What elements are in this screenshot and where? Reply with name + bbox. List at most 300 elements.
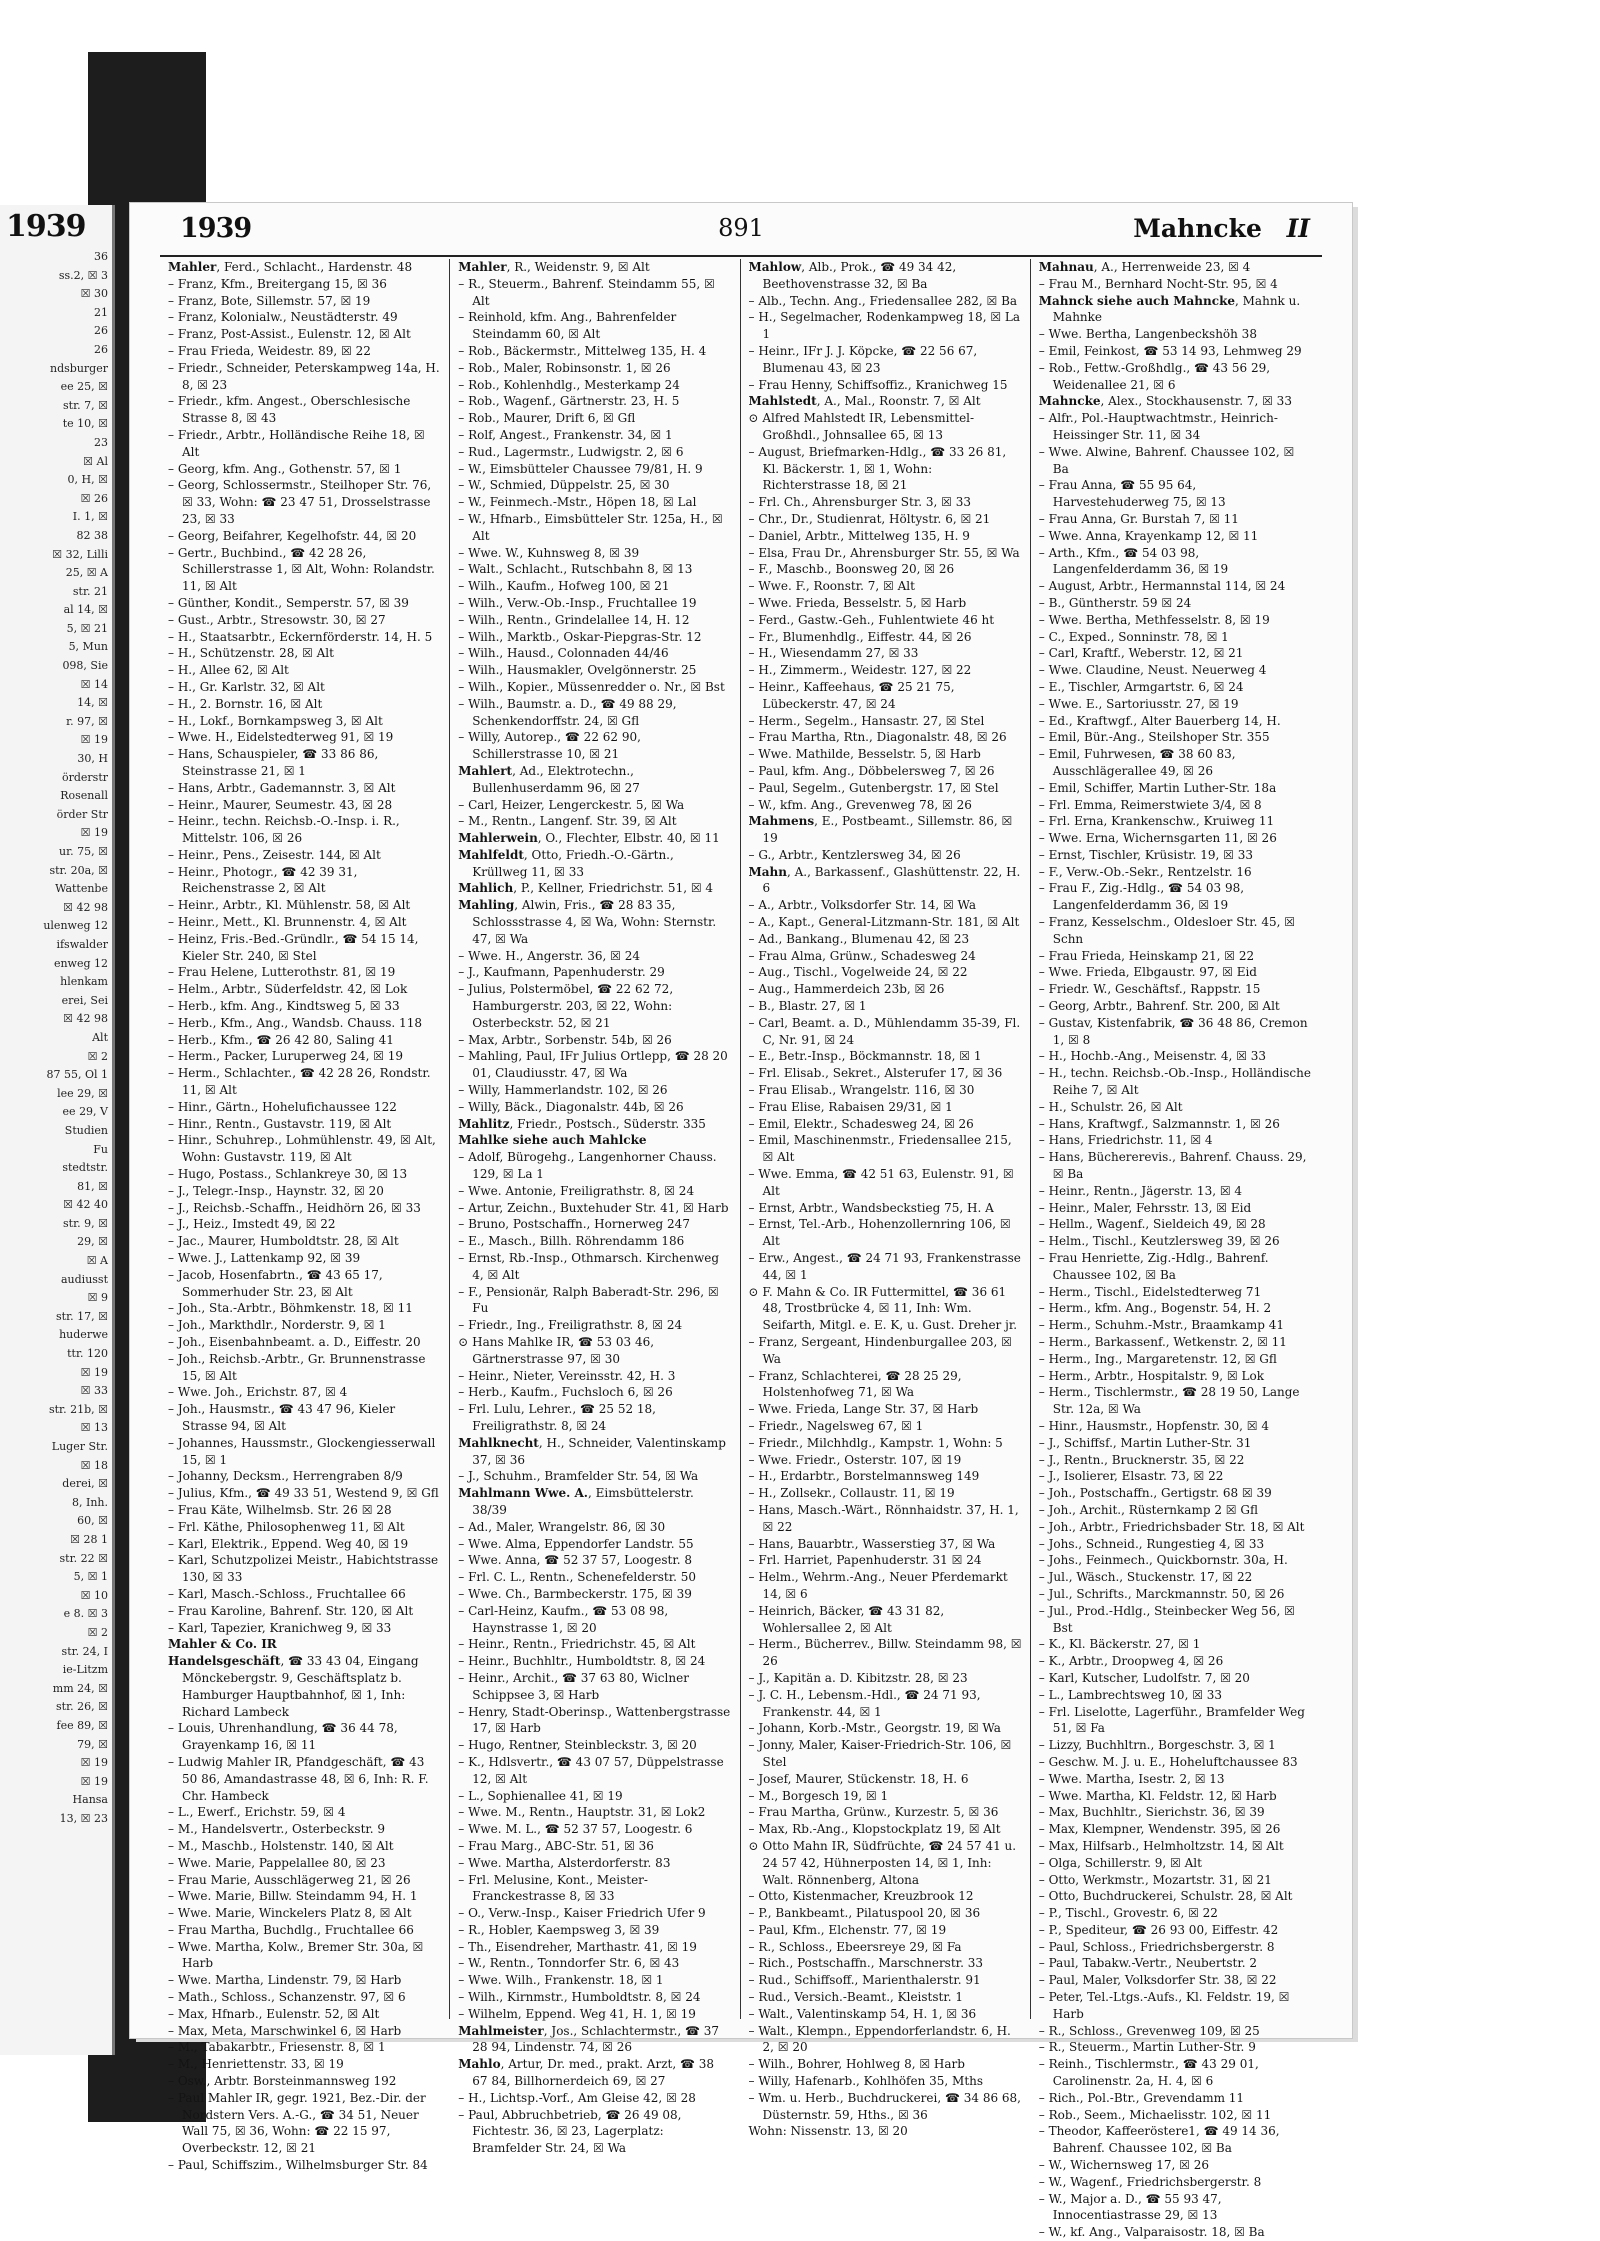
directory-entry: Mahler, R., Weidenstr. 9, ☒ Alt [458, 260, 650, 274]
previous-page-line: ee 29, V [62, 1105, 108, 1119]
directory-entry: – Friedr., Arbtr., Holländische Reihe 18, ☒ Alt [168, 427, 425, 459]
directory-entry: – Herb., kfm. Ang., Kindtsweg 5, ☒ 33 [168, 999, 400, 1014]
directory-entry: – Johs., Schneid., Rungestieg 4, ☒ 33 [1038, 1536, 1265, 1551]
previous-page-line: 79, ☒ [77, 1737, 108, 1751]
directory-entry: Mahmens, E., Postbeamt., Sillemstr. 86, ☒ 19 [748, 814, 1013, 846]
directory-entry: – Wm. u. Herb., Buchdruckerei, ☎ 34 86 68, Düsternstr. 59, Hths., ☒ 36 [748, 2090, 1021, 2122]
directory-entry: – Wwe. M., Rentn., Hauptstr. 31, ☒ Lok2 [458, 1805, 706, 1820]
directory-entry: – Heinz, Fris.-Bed.-Gründlr., ☎ 54 15 14, Kieler Str. 240, ☒ Stel [168, 931, 419, 963]
directory-entry: – Wwe. Alma, Eppendorfer Landstr. 55 [458, 1536, 694, 1551]
page-number: 891 [718, 214, 764, 242]
directory-entry: – Fr., Blumenhdlg., Eiffestr. 44, ☒ 26 [748, 629, 972, 644]
directory-entry: – Frl. Lulu, Lehrer., ☎ 25 52 18, Freiligrathstr. 8, ☒ 24 [458, 1402, 656, 1433]
previous-page-line: 5, ☒ 1 [73, 1570, 108, 1584]
directory-entry: Mahlstedt, A., Mal., Roonstr. 7, ☒ Alt [748, 394, 981, 409]
directory-entry: – Wwe. Marie, Winckelers Platz 8, ☒ Alt [168, 1906, 412, 1921]
directory-entry: – K., Arbtr., Droopweg 4, ☒ 26 [1038, 1654, 1224, 1669]
previous-page-line: 82 38 [76, 528, 108, 542]
directory-entry: – Hans, Büchererevis., Bahrenf. Chauss. 29, ☒ Ba [1038, 1150, 1307, 1182]
directory-entry: – H., Lokf., Bornkampsweg 3, ☒ Alt [168, 713, 383, 728]
directory-entry: Mahlknecht, H., Schneider, Valentinskamp 37, ☒ 36 [458, 1435, 726, 1467]
directory-entry: – Georg, Beifahrer, Kegelhofstr. 44, ☒ 20 [168, 528, 417, 543]
directory-entry: – Jul., Prod.-Hdlg., Steinbecker Weg 56, ☒ Bst [1038, 1603, 1295, 1635]
previous-page-line: ☒ 19 [80, 733, 108, 747]
directory-column-2 [449, 259, 739, 2156]
directory-entry: – Julius, Polstermöbel, ☎ 22 62 72, Hamburgerstr. 203, ☒ 22, Wohn: Osterbeckstr. 52, ☒ 21 [458, 982, 674, 1030]
directory-entry: – Frl. Ch., Ahrensburger Str. 3, ☒ 33 [748, 495, 971, 510]
previous-page-line: 21 [94, 305, 108, 319]
directory-entry: – Ludwig Mahler IR, Pfandgeschäft, ☎ 43 50 86, Amandastrasse 48, ☒ 6, Inh: R. F. Chr. Hambeck [168, 1754, 429, 1803]
directory-entry: – E., Betr.-Insp., Böckmannstr. 18, ☒ 1 [748, 1049, 982, 1064]
directory-entry: – Wwe. M. L., ☎ 52 37 57, Loogestr. 6 [458, 1822, 693, 1837]
previous-page-line: ☒ 26 [80, 491, 108, 505]
directory-entry: – Frau M., Bernhard Nocht-Str. 95, ☒ 4 [1038, 276, 1278, 291]
directory-entry: – Wilh., Bohrer, Hohlweg 8, ☒ Harb [748, 2057, 965, 2072]
directory-entry: – K., Hdlsvertr., ☎ 43 07 57, Düppelstrasse 12, ☒ Alt [458, 1754, 724, 1786]
directory-entry: – H., Zimmerm., Weidestr. 127, ☒ 22 [748, 663, 972, 678]
directory-entry: – Frau Martha, Buchdlg., Fruchtallee 66 [168, 1922, 414, 1937]
directory-entry: – Emil, Elektr., Schadesweg 24, ☒ 26 [748, 1116, 974, 1131]
directory-entry: Mahlo, Artur, Dr. med., prakt. Arzt, ☎ 38 67 84, Billhornerdeich 69, ☒ 27 [458, 2057, 715, 2089]
directory-entry: – Georg, Schlossermstr., Steilhoper Str. 76, ☒ 33, Wohn: ☎ 23 47 51, Drosselstrasse 23, ☒ 33 [168, 478, 432, 526]
directory-entry: – W., Wagenf., Friedrichsbergerstr. 8 [1038, 2174, 1262, 2189]
directory-entry: – Gertr., Buchbind., ☎ 42 28 26, Schillerstrasse 1, ☒ Alt, Wohn: Rolandstr. 11, ☒ Alt [168, 545, 435, 594]
directory-entry: – H., 2. Bornstr. 16, ☒ Alt [168, 696, 323, 711]
directory-entry: – G., Arbtr., Kentzlersweg 34, ☒ 26 [748, 847, 961, 862]
directory-entry: – H., Wiesendamm 27, ☒ 33 [748, 646, 919, 661]
directory-entry: – Joh., Markthdlr., Norderstr. 9, ☒ 1 [168, 1318, 386, 1333]
directory-entry: – Friedr. W., Geschäftsf., Rappstr. 15 [1038, 982, 1261, 997]
directory-entry: – Herm., Barkassenf., Wetkenstr. 2, ☒ 11 [1038, 1335, 1287, 1349]
directory-entry: Mahler & Co. IR [168, 1637, 277, 1652]
directory-entry: – R., Schloss., Ebeersreye 29, ☒ Fa [748, 1939, 962, 1954]
directory-entry: – Günther, Kondit., Semperstr. 57, ☒ 39 [168, 595, 409, 610]
previous-page-year: 1939 [6, 209, 86, 244]
directory-entry: – Frau Marg., ABC-Str. 51, ☒ 36 [458, 1838, 654, 1853]
directory-entry: – Willy, Autorep., ☎ 22 62 90, Schillerstrasse 10, ☒ 21 [458, 730, 641, 762]
directory-entry: – Hans, Bauarbtr., Wasserstieg 37, ☒ Wa [748, 1536, 996, 1551]
previous-page-line: 26 [94, 324, 108, 338]
directory-entry: – J., Isolierer, Elsastr. 73, ☒ 22 [1038, 1469, 1224, 1484]
previous-page-line: hlenkam [60, 975, 108, 989]
directory-entry: – P., Tischl., Grovestr. 6, ☒ 22 [1038, 1906, 1218, 1921]
directory-entry: – W., Major a. D., ☎ 55 93 47, Innocentiastrasse 29, ☒ 13 [1038, 2191, 1222, 2223]
directory-entry: – Wilhelm, Eppend. Weg 41, H. 1, ☒ 19 [458, 2006, 696, 2021]
directory-entry: – Heinrich, Bäcker, ☎ 43 31 82, Wohlersallee 2, ☒ Alt [748, 1603, 945, 1635]
directory-entry: – Franz, Kolonialw., Neustädterstr. 49 [168, 310, 398, 325]
directory-entry: – W., Hfnarb., Eimsbütteler Str. 125a, H., ☒ Alt [458, 511, 723, 543]
directory-entry: – Frau Helene, Lutterothstr. 81, ☒ 19 [168, 965, 396, 980]
directory-entry: – H., techn. Reichsb.-Ob.-Insp., Holländische Reihe 7, ☒ Alt [1038, 1066, 1311, 1098]
previous-page-line: ☒ 2 [87, 1625, 108, 1639]
directory-entry: – Joh., Arbtr., Friedrichsbader Str. 18, ☒ Alt [1038, 1519, 1305, 1534]
directory-entry: – H., Segelmacher, Rodenkampweg 18, ☒ La 1 [748, 310, 1021, 342]
directory-entry: – Frau Marie, Ausschlägerweg 21, ☒ 26 [168, 1872, 411, 1887]
directory-entry: – Otto, Werkmstr., Mozartstr. 31, ☒ 21 [1038, 1872, 1272, 1887]
directory-entry: – Max, Rb.-Ang., Klopstockplatz 19, ☒ Alt [748, 1822, 1001, 1837]
directory-entry: – Herb., Kfm., ☎ 26 42 80, Saling 41 [168, 1032, 394, 1047]
previous-page-line: Rosenall [60, 789, 108, 803]
directory-entry: – Paul, Maler, Volksdorfer Str. 38, ☒ 22 [1038, 1973, 1277, 1988]
directory-entry: Mahlow, Alb., Prok., ☎ 49 34 42, Beethovenstrasse 32, ☒ Ba [748, 260, 957, 291]
directory-entry: – Friedr., Milchhdlg., Kampstr. 1, Wohn: 5 [748, 1435, 1003, 1450]
directory-entry: – Joh., Postschaffn., Gertigstr. 68 ☒ 39 [1038, 1486, 1272, 1501]
directory-entry: – W., Rentn., Tonndorfer Str. 6, ☒ 43 [458, 1956, 680, 1971]
directory-entry: – Wwe. Claudine, Neust. Neuerweg 4 [1038, 663, 1267, 678]
directory-entry: – Wwe. Emma, ☎ 42 51 63, Eulenstr. 91, ☒ Alt [748, 1167, 1014, 1198]
directory-entry: – Gustav, Kistenfabrik, ☎ 36 48 86, Cremon 1, ☒ 8 [1038, 1015, 1308, 1047]
previous-page-line: Fu [93, 1142, 108, 1156]
directory-entry: – Ernst, Tischler, Krüsistr. 19, ☒ 33 [1038, 847, 1254, 862]
directory-entry: – Max, Arbtr., Sorbenstr. 54b, ☒ 26 [458, 1032, 672, 1047]
directory-entry: – Herm., Tischl., Eidelstedterweg 71 [1038, 1284, 1262, 1299]
directory-entry: – Aug., Hammerdeich 23b, ☒ 26 [748, 982, 945, 997]
directory-entry: – Ed., Kraftwgf., Alter Bauerberg 14, H. [1038, 713, 1281, 728]
directory-entry: – W., kfm. Ang., Grevenweg 78, ☒ 26 [748, 797, 972, 812]
directory-entry: – Franz, Kfm., Breitergang 15, ☒ 36 [168, 276, 387, 291]
directory-entry: – Carl, Heizer, Lengerckestr. 5, ☒ Wa [458, 797, 685, 812]
directory-column-4 [1030, 259, 1320, 2240]
directory-entry: – Herm., Schlachter., ☎ 42 28 26, Rondstr. 11, ☒ Alt [168, 1066, 431, 1098]
directory-entry: – Herm., Ing., Margaretenstr. 12, ☒ Gfl [1038, 1351, 1277, 1366]
directory-entry: – M., Maschb., Holstenstr. 140, ☒ Alt [168, 1838, 394, 1853]
directory-entry: – Ferd., Gastw.-Geh., Fuhlentwiete 46 ht [748, 612, 995, 627]
directory-entry: – Frau Henny, Schiffsoffiz., Kranichweg 15 [748, 377, 1008, 392]
directory-entry: Mahler, Ferd., Schlacht., Hardenstr. 48 [168, 260, 413, 274]
directory-entry: – Emil, Bür.-Ang., Steilshoper Str. 355 [1038, 730, 1270, 745]
directory-entry: – J., Schuhm., Bramfelder Str. 54, ☒ Wa [458, 1469, 699, 1484]
directory-entry: – H., Zollsekr., Collaustr. 11, ☒ 19 [748, 1486, 955, 1501]
previous-page-line: 5, ☒ 21 [66, 621, 108, 635]
previous-page-line: huderwe [59, 1328, 108, 1342]
directory-entry: – Herm., Packer, Luruperweg 24, ☒ 19 [168, 1049, 404, 1064]
directory-entry: – Friedr., Schneider, Peterskampweg 14a, H. 8, ☒ 23 [168, 360, 440, 392]
previous-page-line: fee 89, ☒ [56, 1718, 108, 1732]
directory-entry: – Erw., Angest., ☎ 24 71 93, Frankenstrasse 44, ☒ 1 [748, 1251, 1021, 1282]
directory-entry: – Helm., Wehrm.-Ang., Neuer Pferdemarkt 14, ☒ 6 [748, 1570, 1008, 1601]
directory-entry: – W., Feinmech.-Mstr., Höpen 18, ☒ Lal [458, 495, 697, 510]
directory-entry: – Reinh., Tischlermstr., ☎ 43 29 01, Carolinenstr. 2a, H. 4, ☒ 6 [1038, 2057, 1259, 2089]
directory-entry: – Johanny, Decksm., Herrengraben 8/9 [168, 1469, 403, 1484]
directory-entry: – R., Schloss., Grevenweg 109, ☒ 25 [1038, 2023, 1260, 2038]
directory-entry: – Max, Hfnarb., Eulenstr. 52, ☒ Alt [168, 2006, 380, 2021]
directory-entry: – Wwe. Friedr., Osterstr. 107, ☒ 19 [748, 1452, 962, 1467]
directory-entry: – Franz, Sergeant, Hindenburgallee 203, ☒ Wa [748, 1335, 1012, 1366]
directory-entry: Wohn: Nissenstr. 13, ☒ 20 [748, 2124, 908, 2139]
previous-page-line: 26 [94, 342, 108, 356]
directory-entry: – P., Spediteur, ☎ 26 93 00, Eiffestr. 42 [1038, 1922, 1279, 1937]
previous-page-line: ☒ 14 [80, 677, 108, 691]
previous-page-line: ss.2, ☒ 3 [58, 268, 108, 282]
directory-entry: – J., Rentn., Brucknerstr. 35, ☒ 22 [1038, 1452, 1245, 1467]
directory-entry: – Walt., Schlacht., Rutschbahn 8, ☒ 13 [458, 562, 693, 577]
directory-entry: – Peter, Tel.-Ltgs.-Aufs., Kl. Feldstr. 19, ☒ Harb [1038, 1990, 1290, 2021]
directory-entry: Mahlert, Ad., Elektrotechn., Bullenhuserdamm 96, ☒ 27 [458, 763, 640, 795]
directory-entry: – Herm., kfm. Ang., Bogenstr. 54, H. 2 [1038, 1301, 1272, 1316]
directory-entry: – W., Schmied, Düppelstr. 25, ☒ 30 [458, 478, 670, 493]
directory-entry: – Walt., Valentinskamp 54, H. 1, ☒ 36 [748, 2006, 977, 2021]
directory-entry: Mahlmeister, Jos., Schlachtermstr., ☎ 37 28 94, Lindenstr. 74, ☒ 26 [458, 2023, 720, 2055]
directory-entry: – Reinhold, kfm. Ang., Bahrenfelder Steindamm 60, ☒ Alt [458, 310, 677, 342]
previous-page-line: ☒ 10 [80, 1588, 108, 1602]
directory-entry: – Frau F., Zig.-Hdlg., ☎ 54 03 98, Langenfelderdamm 36, ☒ 19 [1038, 881, 1245, 913]
directory-entry: – Heinr., Arbtr., Kl. Mühlenstr. 58, ☒ Alt [168, 898, 411, 913]
directory-entry: – Wwe. Ch., Barmbeckerstr. 175, ☒ 39 [458, 1586, 692, 1601]
directory-entry: – Karl, Schutzpolizei Meistr., Habichtstrasse 130, ☒ 33 [168, 1553, 439, 1585]
previous-page-line: ☒ 13 [80, 1421, 108, 1435]
directory-entry: – Rob., Bäckermstr., Mittelweg 135, H. 4 [458, 343, 707, 358]
directory-entry: – Helm., Tischl., Keutzlersweg 39, ☒ 26 [1038, 1234, 1280, 1249]
directory-entry: – Rud., Lagermstr., Ludwigstr. 2, ☒ 6 [458, 444, 684, 459]
directory-entry: – R., Steuerm., Bahrenf. Steindamm 55, ☒ Alt [458, 276, 715, 308]
directory-entry: – Karl, Masch.-Schloss., Fruchtallee 66 [168, 1586, 406, 1601]
directory-entry: – Wwe. Marie, Pappelallee 80, ☒ 23 [168, 1855, 386, 1870]
directory-entry: – Heinr., Archit., ☎ 37 63 80, Wiclner Schippsee 3, ☒ Harb [458, 1670, 689, 1702]
previous-page-line: stedtstr. [62, 1161, 108, 1175]
previous-page-line: 8, Inh. [71, 1495, 108, 1509]
directory-entry: – H., Hochb.-Ang., Meisenstr. 4, ☒ 33 [1038, 1049, 1267, 1064]
directory-entry: – Hans, Arbtr., Gademannstr. 3, ☒ Alt [168, 780, 396, 795]
directory-entry: – Emil, Fuhrwesen, ☎ 38 60 83, Ausschlägerallee 49, ☒ 26 [1038, 747, 1236, 778]
directory-entry: – Wilh., Baumstr. a. D., ☎ 49 88 29, Schenkendorffstr. 24, ☒ Gfl [458, 696, 677, 728]
directory-entry: – Osw., Arbtr. Borsteinmannsweg 192 [168, 2074, 397, 2089]
directory-entry: – H., Lichtsp.-Vorf., Am Gleise 42, ☒ 28 [458, 2090, 696, 2105]
previous-page-line: ☒ A [86, 1254, 108, 1268]
previous-page-line: str. 21 [72, 584, 108, 598]
directory-entry: – Joh., Archit., Rüsternkamp 2 ☒ Gfl [1038, 1502, 1258, 1517]
directory-entry: – Franz, Schlachterei, ☎ 28 25 29, Holstenhofweg 71, ☒ Wa [748, 1368, 962, 1400]
directory-entry: – Frl. Melusine, Kont., Meister-Franckestrasse 8, ☒ 33 [458, 1872, 648, 1904]
previous-page-line: 81, ☒ [77, 1179, 108, 1193]
directory-entry: – Heinr., Mett., Kl. Brunnenstr. 4, ☒ Alt [168, 915, 407, 930]
directory-entry: – Max, Klempner, Wendenstr. 395, ☒ 26 [1038, 1822, 1281, 1837]
previous-page-line: 25, ☒ A [65, 566, 108, 580]
previous-page-line: ☒ 19 [80, 1756, 108, 1770]
directory-entry: – Artur, Zeichn., Buxtehuder Str. 41, ☒ Harb [458, 1200, 729, 1215]
directory-entry: – Math., Schloss., Schanzenstr. 97, ☒ 6 [168, 1990, 406, 2005]
directory-entry: – C., Exped., Sonninstr. 78, ☒ 1 [1038, 629, 1229, 644]
directory-entry: – F., Verw.-Ob.-Sekr., Rentzelstr. 16 [1038, 864, 1252, 879]
directory-entry: – Wilh., Kopier., Müssenredder o. Nr., ☒ Bst [458, 679, 725, 694]
directory-entry: – Heinr., Nieter, Vereinsstr. 42, H. 3 [458, 1368, 676, 1383]
previous-page-line: ☒ 19 [80, 1774, 108, 1788]
directory-entry: – Rob., Kohlenhdlg., Mesterkamp 24 [458, 377, 680, 392]
directory-entry: – W., kf. Ang., Valparaisostr. 18, ☒ Ba [1038, 2225, 1265, 2240]
directory-entry: – J., Reichsb.-Schaffn., Heidhörn 26, ☒ 33 [168, 1200, 421, 1215]
directory-entry: – Heinr., Rentn., Friedrichstr. 45, ☒ Alt [458, 1637, 696, 1652]
directory-entry: – Wilh., Kirnmstr., Humboldtstr. 8, ☒ 24 [458, 1990, 701, 2005]
directory-entry: – Wwe. Bertha, Methfesselstr. 8, ☒ 19 [1038, 612, 1270, 627]
directory-entry: – J., Schiffsf., Martin Luther-Str. 31 [1038, 1435, 1252, 1450]
directory-entry: – Th., Eisendreher, Marthastr. 41, ☒ 19 [458, 1939, 697, 1954]
directory-entry: – W., Eimsbütteler Chaussee 79/81, H. 9 [458, 461, 703, 476]
directory-entry: Mahlitz, Friedr., Postsch., Süderstr. 335 [458, 1116, 706, 1131]
directory-entry: – H., Allee 62, ☒ Alt [168, 663, 289, 678]
directory-entry: – J. C. H., Lebensm.-Hdl., ☎ 24 71 93, Frankenstr. 44, ☒ 1 [748, 1687, 981, 1719]
directory-entry: – Frl. Harriet, Papenhuderstr. 31 ☒ 24 [748, 1553, 982, 1568]
directory-entry: – Frl. Elisab., Sekret., Alsterufer 17, ☒ 36 [748, 1066, 1003, 1081]
directory-entry: – O., Verw.-Insp., Kaiser Friedrich Ufer 9 [458, 1906, 706, 1921]
previous-page-line: ☒ 19 [80, 1365, 108, 1379]
directory-entry: Mahnau, A., Herrenweide 23, ☒ 4 [1038, 260, 1251, 274]
directory-entry: – Heinr., Kaffeehaus, ☎ 25 21 75, Lübeckerstr. 47, ☒ 24 [748, 679, 955, 711]
header-year: 1939 [180, 212, 252, 244]
directory-entry: – M., Rentn., Langenf. Str. 39, ☒ Alt [458, 814, 677, 829]
directory-entry: – Paul, Schiffszim., Wilhelmsburger Str. 84 [168, 2158, 428, 2173]
directory-entry: – Wwe. Frieda, Lange Str. 37, ☒ Harb [748, 1402, 979, 1417]
directory-entry: – Emil, Schiffer, Martin Luther-Str. 18a [1038, 780, 1277, 795]
previous-page-line: ☒ 9 [87, 1291, 108, 1305]
directory-entry: – P., Bankbeamt., Pilatuspool 20, ☒ 36 [748, 1906, 981, 1921]
directory-entry: – August, Arbtr., Hermannstal 114, ☒ 24 [1038, 579, 1286, 594]
previous-page-line: 29, ☒ [77, 1235, 108, 1249]
directory-entry: – Wwe. Mathilde, Besselstr. 5, ☒ Harb [748, 747, 981, 762]
previous-page-line: ndsburger [50, 361, 108, 375]
previous-page-line: Wattenbe [55, 882, 108, 896]
directory-entry: – Alb., Techn. Ang., Friedensallee 282, ☒ Ba [748, 293, 1018, 308]
directory-entry: – August, Briefmarken-Hdlg., ☎ 33 26 81, Kl. Bäckerstr. 1, ☒ 1, Wohn: Richterstrasse 18, ☒ 21 [748, 444, 1007, 493]
directory-entry: – H., Erdarbtr., Borstelmannsweg 149 [748, 1469, 980, 1484]
previous-page-line: str. 26, ☒ [56, 1700, 108, 1714]
previous-page-line: I. 1, ☒ [72, 510, 108, 524]
directory-entry: – Karl, Tapezier, Kranichweg 9, ☒ 33 [168, 1620, 392, 1635]
directory-entry: – Hinr., Schuhrep., Lohmühlenstr. 49, ☒ Alt, Wohn: Gustavstr. 119, ☒ Alt [168, 1133, 436, 1165]
directory-entry: – Wwe. F., Roonstr. 7, ☒ Alt [748, 579, 915, 594]
directory-entry: – Rud., Versich.-Beamt., Kleiststr. 1 [748, 1990, 964, 2005]
directory-entry: – Rob., Seem., Michaelisstr. 102, ☒ 11 [1038, 2107, 1272, 2122]
directory-entry: – Heinr., techn. Reichsb.-O.-Insp. i. R., Mittelstr. 106, ☒ 26 [168, 814, 400, 846]
previous-page-line: Luger Str. [51, 1440, 108, 1453]
directory-entry: – Olga, Schillerstr. 9, ☒ Alt [1038, 1855, 1202, 1870]
directory-entry: – Franz, Kesselschm., Oldesloer Str. 45, ☒ Schn [1038, 915, 1295, 946]
previous-page-lines [0, 248, 112, 1828]
previous-page-line: e 8. ☒ 3 [63, 1607, 108, 1621]
previous-page-line: 60, ☒ [77, 1514, 108, 1528]
previous-page-line: 098, Sie [62, 659, 108, 673]
previous-page-line: ☒ 42 40 [63, 1198, 108, 1212]
directory-entry: – Joh., Hausmstr., ☎ 43 47 96, Kieler Strasse 94, ☒ Alt [168, 1402, 396, 1433]
directory-entry: – Wwe. Antonie, Freiligrathstr. 8, ☒ 24 [458, 1183, 695, 1198]
previous-page [0, 205, 115, 2055]
directory-entry: – J., Telegr.-Insp., Haynstr. 32, ☒ 20 [168, 1183, 384, 1198]
previous-page-line: ulenweg 12 [43, 919, 108, 933]
directory-entry: – Emil, Maschinenmstr., Friedensallee 215, ☒ Alt [748, 1133, 1012, 1165]
directory-entry: – W., Wichernsweg 17, ☒ 26 [1038, 2158, 1209, 2173]
directory-column-3 [740, 259, 1030, 2139]
directory-entry: – Wwe. Frieda, Besselstr. 5, ☒ Harb [748, 595, 967, 610]
directory-entry: – Wilh., Rentn., Grindelallee 14, H. 12 [458, 612, 690, 627]
directory-entry: – M., Henriettenstr. 33, ☒ 19 [168, 2057, 344, 2072]
directory-entry: – Hans, Friedrichstr. 11, ☒ 4 [1038, 1133, 1213, 1148]
directory-entry: – Wwe. Bertha, Langenbeckshöh 38 [1038, 327, 1257, 342]
directory-entry: – A., Kapt., General-Litzmann-Str. 181, ☒ Alt [748, 915, 1020, 930]
directory-entry: – Willy, Bäck., Diagonalstr. 44b, ☒ 26 [458, 1099, 684, 1114]
directory-entry: – Heinr., Rentn., Jägerstr. 13, ☒ 4 [1038, 1183, 1243, 1198]
directory-entry: – Rolf, Angest., Frankenstr. 34, ☒ 1 [458, 427, 673, 442]
directory-entry: – L., Ewerf., Erichstr. 59, ☒ 4 [168, 1805, 346, 1820]
page-header [130, 203, 1352, 253]
directory-entry: – Herb., Kaufm., Fuchsloch 6, ☒ 26 [458, 1385, 673, 1400]
directory-entry: – Jonny, Maler, Kaiser-Friedrich-Str. 106, ☒ Stel [748, 1738, 1012, 1769]
directory-entry: – Franz, Post-Assist., Eulenstr. 12, ☒ Alt [168, 327, 411, 342]
directory-entry: – Herm., Schuhm.-Mstr., Braamkamp 41 [1038, 1318, 1285, 1333]
previous-page-line: Studien [64, 1123, 108, 1137]
directory-entry: – Josef, Maurer, Stückenstr. 18, H. 6 [748, 1771, 969, 1786]
directory-entry: – Johannes, Haussmstr., Glockengiesserwall 15, ☒ 1 [168, 1435, 436, 1467]
previous-page-line: ☒ 42 98 [63, 900, 108, 914]
directory-entry: – Herm., Tischlermstr., ☎ 28 19 50, Lange Str. 12a, ☒ Wa [1038, 1385, 1300, 1417]
previous-page-line: str. 21b, ☒ [48, 1402, 108, 1416]
directory-entry: – Heinr., Photogr., ☎ 42 39 31, Reichenstrasse 2, ☒ Alt [168, 864, 358, 896]
directory-entry: – Carl, Kraftf., Weberstr. 12, ☒ 21 [1038, 646, 1244, 661]
previous-page-line: 5, Mun [68, 640, 108, 654]
directory-entry: – Max, Hilfsarb., Helmholtzstr. 14, ☒ Alt [1038, 1838, 1284, 1853]
directory-entry: – Friedr., Ing., Freiligrathstr. 8, ☒ 24 [458, 1318, 683, 1333]
volume-label: II [1286, 213, 1310, 243]
directory-entry: – Rich., Pol.-Btr., Grevendamm 11 [1038, 2090, 1245, 2105]
directory-entry: – Paul, Abbruchbetrieb, ☎ 26 49 08, Fichtestr. 36, ☒ 23, Lagerplatz: Bramfelder Str. 24, ☒ Wa [458, 2107, 682, 2156]
directory-entry: – J., Kaufmann, Papenhuderstr. 29 [458, 965, 665, 980]
directory-entry: – Herm., Arbtr., Hospitalstr. 9, ☒ Lok [1038, 1368, 1264, 1383]
directory-entry: – Frl. C. L., Rentn., Schenefelderstr. 50 [458, 1570, 697, 1585]
directory-entry: ⊙ Otto Mahn IR, Südfrüchte, ☎ 24 57 41 u. 24 57 42, Hühnerposten 14, ☒ 1, Inh: Walt. Rönnenberg, Altona [748, 1838, 1017, 1887]
directory-entry: – Jac., Maurer, Humboldtstr. 28, ☒ Alt [168, 1234, 399, 1249]
directory-entry: – Max, Buchhltr., Sierichstr. 36, ☒ 39 [1038, 1805, 1265, 1820]
directory-entry: – Ernst, Tel.-Arb., Hohenzollernring 106, ☒ Alt [748, 1217, 1011, 1249]
directory-entry: – Wwe. Martha, Kl. Feldstr. 12, ☒ Harb [1038, 1788, 1277, 1803]
directory-entry: – M., Handelsvertr., Osterbeckstr. 9 [168, 1822, 386, 1837]
directory-entry: – Frau Elise, Rabaisen 29/31, ☒ 1 [748, 1099, 953, 1114]
previous-page-line: Alt [92, 1030, 108, 1044]
directory-entry: – H., Staatsarbtr., Eckernförderstr. 14, H. 5 [168, 629, 433, 644]
previous-page-line: 13, ☒ 23 [59, 1811, 108, 1825]
directory-entry: – M., Tabakarbtr., Friesenstr. 8, ☒ 1 [168, 2040, 386, 2055]
directory-entry: – Wwe. Martha, Lindenstr. 79, ☒ Harb [168, 1973, 402, 1988]
previous-page-line: lee 29, ☒ [57, 1086, 108, 1100]
directory-entry: – R., Steuerm., Martin Luther-Str. 9 [1038, 2040, 1256, 2055]
directory-entry: – Frau Anna, ☎ 55 95 64, Harvestehuderweg 75, ☒ 13 [1038, 478, 1226, 510]
previous-page-line: str. 17, ☒ [56, 1309, 108, 1323]
directory-entry: – Hans, Masch.-Wärt., Rönnhaidstr. 37, H. 1, ☒ 22 [748, 1502, 1019, 1534]
directory-entry: – Wilh., Kaufm., Hofweg 100, ☒ 21 [458, 579, 670, 594]
previous-page-line: str. 9, ☒ [63, 1216, 108, 1230]
directory-entry: – Chr., Dr., Studienrat, Höltystr. 6, ☒ 21 [748, 511, 991, 526]
directory-entry: – Heinr., IFr J. J. Köpcke, ☎ 22 56 67, Blumenau 43, ☒ 23 [748, 343, 978, 375]
directory-entry: Mahlfeldt, Otto, Friedh.-O.-Gärtn., Krüllweg 11, ☒ 33 [458, 847, 674, 879]
previous-page-line: ifswalder [56, 937, 108, 951]
previous-page-line: ☒ 19 [80, 826, 108, 840]
directory-entry: – Friedr., Nagelsweg 67, ☒ 1 [748, 1418, 924, 1433]
directory-entry: – Frau Anna, Gr. Burstah 7, ☒ 11 [1038, 511, 1239, 526]
directory-entry: – Wwe. Frieda, Elbgaustr. 97, ☒ Eid [1038, 965, 1257, 980]
directory-entry: – H., Gr. Karlstr. 32, ☒ Alt [168, 679, 325, 694]
directory-entry: Handelsgeschäft, ☎ 33 43 04, Eingang Mönckebergstr. 9, Geschäftsplatz b. Hamburger Hauptbahnhof, ☒ 1, Inh: Richard Lambeck [168, 1654, 419, 1719]
directory-entry: – B., Güntherstr. 59 ☒ 24 [1038, 595, 1192, 610]
directory-entry: – R., Hobler, Kaempsweg 3, ☒ 39 [458, 1922, 660, 1937]
directory-entry: – Jacob, Hosenfabrtn., ☎ 43 65 17, Sommerhuder Str. 23, ☒ Alt [168, 1267, 383, 1299]
previous-page-line: mm 24, ☒ [52, 1681, 108, 1695]
previous-page-line: ☒ 30 [80, 287, 108, 301]
directory-entry: – L., Lambrechtsweg 10, ☒ 33 [1038, 1687, 1223, 1702]
directory-entry: – Wwe. J., Lattenkamp 92, ☒ 39 [168, 1251, 361, 1266]
previous-page-line: ee 25, ☒ [60, 380, 108, 394]
directory-entry: – F., Pensionär, Ralph Baberadt-Str. 296, ☒ Fu [458, 1284, 719, 1316]
directory-entry: – Wilh., Marktb., Oskar-Piepgras-Str. 12 [458, 629, 702, 644]
previous-page-line: r. 97, ☒ [66, 714, 108, 728]
previous-page-line: ttr. 120 [67, 1347, 108, 1361]
directory-entry: – K., Kl. Bäckerstr. 27, ☒ 1 [1038, 1637, 1201, 1652]
directory-entry: – Geschw. M. J. u. E., Hoheluftchaussee 83 [1038, 1754, 1298, 1769]
